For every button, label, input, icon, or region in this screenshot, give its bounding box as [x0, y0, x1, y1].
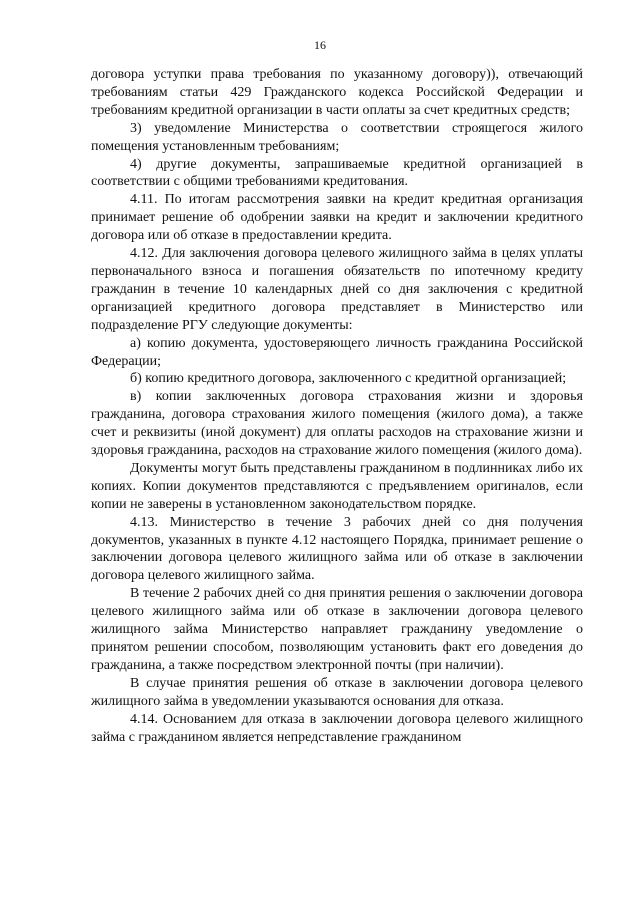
list-item: а) копию документа, удостоверяющего личность гражданина Российской Федерации;: [91, 335, 583, 369]
paragraph: 3) уведомление Министерства о соответствии строящегося жилого помещения установленным требованиям;: [91, 120, 583, 154]
paragraph: 4.11. По итогам рассмотрения заявки на кредит кредитная организация принимает решение об одобрении заявки на кредит и заключении кредитного договора или об отказе в предоставлении кредита.: [91, 192, 583, 244]
paragraph: 4.13. Министерство в течение 3 рабочих дней со дня получения документов, указанных в пункте 4.12 настоящего Порядка, принимает решение о заключении договора целевого жилищного займа или об отказе в заключении договора целевого жилищного займа.: [91, 514, 583, 584]
paragraph: В течение 2 рабочих дней со дня принятия решения о заключении договора целевого жилищного займа или об отказе в заключении договора целевого жилищного займа Министерство направляет гражданину уведомление о принятом решении способом, позволяющим установить факт его доведения до гражданина, а также посредством электронной почты (при наличии).: [91, 586, 583, 673]
list-item: в) копии заключенных договора страхования жизни и здоровья гражданина, договора страхования жилого помещения (жилого дома), а также счет и реквизиты (иной документ) для оплаты расходов на страхование жизни и здоровья гражданина, расходов на страхование жилого помещения (жилого дома).: [91, 389, 583, 459]
paragraph: 4.12. Для заключения договора целевого жилищного займа в целях уплаты первоначального взноса и погашения обязательств по ипотечному кредиту гражданин в течение 10 календарных дней со дня заключения с кредитной организацией кредитного договора представляет в Министерство или подразделение РГУ следующие документы:: [91, 246, 583, 333]
paragraph: договора уступки права требования по указанному договору)), отвечающий требованиям статьи 429 Гражданского кодекса Российской Федерации и требованиям кредитной организации в части оплаты за счет кредитных средств;: [91, 67, 583, 118]
page-number: 16: [314, 38, 326, 52]
paragraph: Документы могут быть представлены гражданином в подлинниках либо их копиях. Копии документов представляются с предъявлением оригиналов, если копии не заверены в установленном законодательством порядке.: [91, 460, 583, 512]
list-item: б) копию кредитного договора, заключенного с кредитной организацией;: [130, 371, 567, 387]
paragraph: 4.14. Основанием для отказа в заключении договора целевого жилищного займа с гражданином является непредставление гражданином: [91, 711, 583, 745]
document-body: [91, 66, 583, 746]
paragraph: 4) другие документы, запрашиваемые кредитной организацией в соответствии с общими требованиями кредитования.: [91, 156, 583, 190]
paragraph: В случае принятия решения об отказе в заключении договора целевого жилищного займа в уведомлении указываются основания для отказа.: [91, 675, 583, 709]
